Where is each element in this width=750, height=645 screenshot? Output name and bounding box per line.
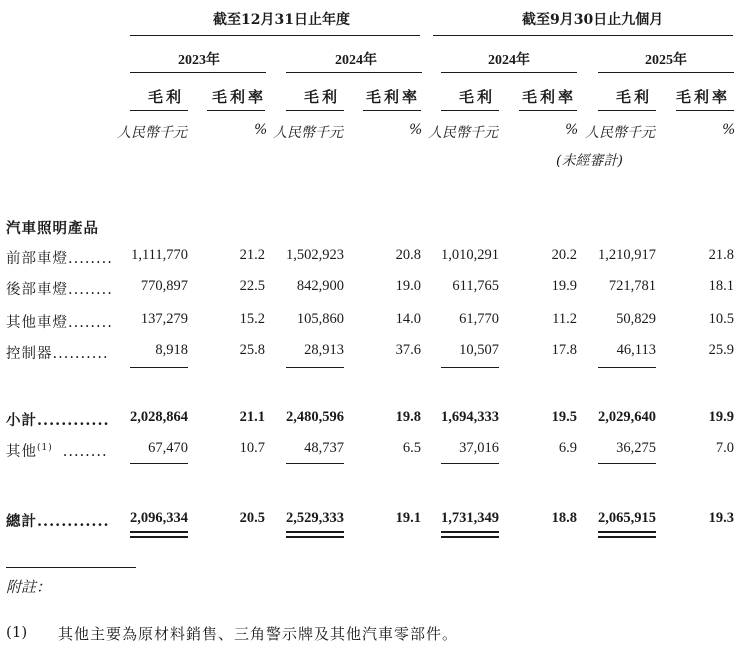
gross-profit-cell: 842,900 bbox=[296, 278, 344, 294]
gross-profit-cell: 2,065,915 bbox=[598, 510, 656, 526]
gross-profit-cell: 1,502,923 bbox=[286, 247, 344, 263]
gross-profit-cell: 105,860 bbox=[296, 311, 344, 327]
other-rule bbox=[598, 463, 656, 464]
gross-profit-cell: 2,096,334 bbox=[130, 510, 188, 526]
gross-profit-cell: 8,918 bbox=[155, 342, 188, 358]
gross-profit-cell: 2,480,596 bbox=[286, 409, 344, 425]
col-gross-profit-2: 毛利 bbox=[304, 88, 341, 106]
gross-margin-cell: 6.5 bbox=[402, 440, 421, 456]
period-header-nine-months: 截至9月30日止九個月 bbox=[522, 12, 664, 28]
gross-margin-cell: 7.0 bbox=[715, 440, 734, 456]
note-number: (1) bbox=[6, 623, 28, 641]
col-rule bbox=[130, 110, 188, 111]
gross-margin-cell: 15.2 bbox=[239, 311, 265, 327]
gross-profit-cell: 1,731,349 bbox=[441, 510, 499, 526]
notes-rule bbox=[6, 567, 136, 568]
unit-rmb-3: 人民幣千元 bbox=[428, 125, 498, 141]
gross-margin-cell: 6.9 bbox=[558, 440, 577, 456]
note-text: 其他主要為原材料銷售、三角警示牌及其他汽車零部件。 bbox=[58, 625, 459, 643]
gross-profit-cell: 28,913 bbox=[304, 342, 344, 358]
col-gross-margin-4: 毛利率 bbox=[676, 88, 731, 106]
unit-pct-3: % bbox=[565, 122, 579, 138]
col-rule bbox=[207, 110, 265, 111]
total-label: 總計............ bbox=[6, 513, 110, 530]
year-rule-2 bbox=[286, 72, 422, 73]
total-double-rule bbox=[286, 531, 344, 533]
total-double-rule bbox=[130, 531, 188, 533]
gross-profit-cell: 770,897 bbox=[140, 278, 188, 294]
subtotal-rule bbox=[130, 367, 188, 368]
gross-margin-cell: 10.5 bbox=[708, 311, 734, 327]
unit-pct-1: % bbox=[254, 122, 268, 138]
gross-margin-cell: 19.8 bbox=[395, 409, 421, 425]
section-title: 汽車照明產品 bbox=[6, 220, 99, 237]
group1-rule bbox=[130, 35, 420, 36]
gross-profit-cell: 1,111,770 bbox=[131, 247, 188, 263]
other-rule bbox=[286, 463, 344, 464]
col-gross-margin-2: 毛利率 bbox=[366, 88, 421, 106]
notes-heading: 附註： bbox=[6, 578, 52, 596]
gross-margin-cell: 20.8 bbox=[395, 247, 421, 263]
gross-margin-cell: 25.8 bbox=[239, 342, 265, 358]
gross-margin-cell: 21.1 bbox=[239, 409, 265, 425]
col-gross-profit-3: 毛利 bbox=[459, 88, 496, 106]
unit-rmb-1: 人民幣千元 bbox=[117, 125, 187, 141]
col-gross-profit-4: 毛利 bbox=[616, 88, 653, 106]
gross-margin-cell: 19.9 bbox=[708, 409, 734, 425]
col-gross-margin-1: 毛利率 bbox=[212, 88, 267, 106]
gross-margin-cell: 11.2 bbox=[552, 311, 577, 327]
gross-profit-cell: 2,529,333 bbox=[286, 510, 344, 526]
total-double-rule bbox=[598, 536, 656, 538]
gross-margin-cell: 19.9 bbox=[551, 278, 577, 294]
gross-margin-cell: 17.8 bbox=[551, 342, 577, 358]
gross-margin-cell: 20.2 bbox=[551, 247, 577, 263]
gross-margin-cell: 18.8 bbox=[551, 510, 577, 526]
gross-margin-cell: 10.7 bbox=[239, 440, 265, 456]
year-header-2024-ytd: 2024年 bbox=[488, 53, 530, 68]
subtotal-rule bbox=[286, 367, 344, 368]
unit-rmb-4: 人民幣千元 bbox=[585, 125, 655, 141]
gross-profit-cell: 50,829 bbox=[616, 311, 656, 327]
total-double-rule bbox=[441, 536, 499, 538]
total-double-rule bbox=[598, 531, 656, 533]
col-rule bbox=[363, 110, 421, 111]
year-header-2024: 2024年 bbox=[335, 53, 377, 68]
group2-rule bbox=[433, 35, 733, 36]
year-rule-4 bbox=[598, 72, 734, 73]
gross-margin-cell: 21.8 bbox=[708, 247, 734, 263]
gross-profit-cell: 37,016 bbox=[459, 440, 499, 456]
row-label: 前部車燈........ bbox=[6, 251, 113, 267]
footnote-marker: (1) bbox=[37, 443, 53, 454]
row-label: 其他車燈........ bbox=[6, 315, 113, 331]
gross-profit-cell: 36,275 bbox=[616, 440, 656, 456]
subtotal-label: 小計............ bbox=[6, 412, 110, 429]
col-rule bbox=[441, 110, 499, 111]
col-rule bbox=[519, 110, 577, 111]
col-gross-profit-1: 毛利 bbox=[148, 88, 185, 106]
unit-pct-2: % bbox=[409, 122, 423, 138]
gross-margin-cell: 19.5 bbox=[551, 409, 577, 425]
col-rule bbox=[676, 110, 734, 111]
unit-rmb-2: 人民幣千元 bbox=[273, 125, 343, 141]
gross-margin-cell: 20.5 bbox=[239, 510, 265, 526]
gross-profit-cell: 46,113 bbox=[616, 342, 656, 358]
gross-margin-cell: 19.1 bbox=[395, 510, 421, 526]
total-double-rule bbox=[441, 531, 499, 533]
gross-margin-cell: 21.2 bbox=[239, 247, 265, 263]
gross-margin-cell: 19.0 bbox=[395, 278, 421, 294]
gross-profit-cell: 721,781 bbox=[608, 278, 656, 294]
gross-profit-cell: 1,210,917 bbox=[598, 247, 656, 263]
gross-profit-cell: 1,694,333 bbox=[441, 409, 499, 425]
subtotal-rule bbox=[598, 367, 656, 368]
gross-margin-cell: 25.9 bbox=[708, 342, 734, 358]
gross-profit-cell: 1,010,291 bbox=[441, 247, 499, 263]
other-label: 其他$^{(1)}$ ........ bbox=[6, 443, 108, 460]
year-header-2023: 2023年 bbox=[178, 53, 220, 68]
row-label: 控制器.......... bbox=[6, 346, 109, 362]
other-rule bbox=[130, 463, 188, 464]
gross-margin-cell: 18.1 bbox=[708, 278, 734, 294]
year-rule-1 bbox=[130, 72, 266, 73]
col-gross-margin-3: 毛利率 bbox=[522, 88, 577, 106]
other-rule bbox=[441, 463, 499, 464]
year-rule-3 bbox=[441, 72, 577, 73]
gross-profit-cell: 2,029,640 bbox=[598, 409, 656, 425]
gross-margin-cell: 37.6 bbox=[395, 342, 421, 358]
gross-margin-cell: 22.5 bbox=[239, 278, 265, 294]
gross-profit-cell: 137,279 bbox=[140, 311, 188, 327]
year-header-2025-ytd: 2025年 bbox=[645, 53, 687, 68]
total-double-rule bbox=[130, 536, 188, 538]
gross-profit-cell: 2,028,864 bbox=[130, 409, 188, 425]
col-rule bbox=[598, 110, 656, 111]
unaudited-note: (未經審計) bbox=[556, 153, 623, 169]
period-header-fiscal-year: 截至12月31日止年度 bbox=[213, 12, 350, 28]
gross-profit-cell: 611,765 bbox=[452, 278, 499, 294]
gross-profit-cell: 10,507 bbox=[459, 342, 499, 358]
gross-margin-cell: 19.3 bbox=[708, 510, 734, 526]
gross-profit-cell: 67,470 bbox=[148, 440, 188, 456]
total-double-rule bbox=[286, 536, 344, 538]
gross-margin-cell: 14.0 bbox=[395, 311, 421, 327]
unit-pct-4: % bbox=[722, 122, 736, 138]
gross-profit-cell: 48,737 bbox=[304, 440, 344, 456]
subtotal-rule bbox=[441, 367, 499, 368]
col-rule bbox=[286, 110, 344, 111]
row-label: 後部車燈........ bbox=[6, 282, 113, 298]
gross-profit-cell: 61,770 bbox=[459, 311, 499, 327]
